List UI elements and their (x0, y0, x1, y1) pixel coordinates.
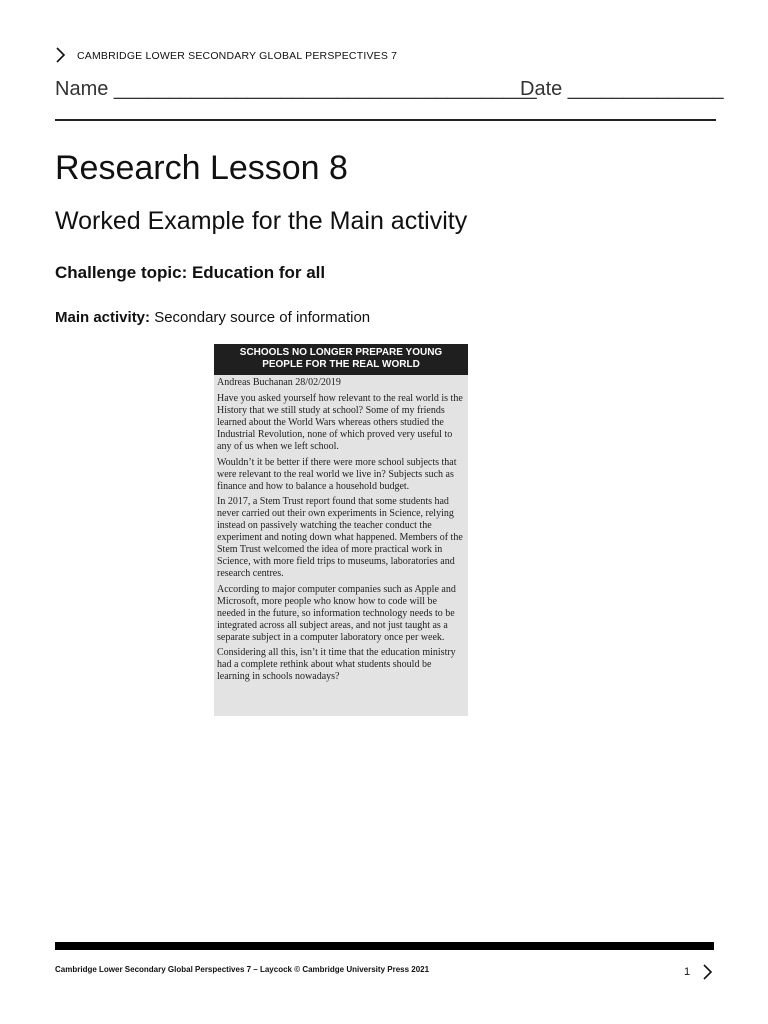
challenge-topic: Challenge topic: Education for all (55, 263, 326, 282)
header-divider (55, 119, 716, 121)
page-title: Research Lesson 8 (55, 149, 348, 187)
article-paragraph: In 2017, a Stem Trust report found that some students had never carried out their own experiments in Science, relying instead on passively watching the teacher conduct the experiment and noting down what happened. Members of the Stem Trust welcomed the idea of more practical work in Science, with more field trips to museums, laboratories and research centres. (217, 495, 463, 580)
newspaper-article (214, 344, 468, 716)
name-field[interactable]: Name ______________________________________ (55, 78, 537, 100)
main-activity-text: Secondary source of information (150, 309, 371, 326)
article-headline: SCHOOLS NO LONGER PREPARE YOUNG PEOPLE FOR THE REAL WORLD (214, 344, 468, 375)
article-paragraph: Wouldn’t it be better if there were more school subjects that were relevant to the real world we live in? Subjects such as finance and how to balance a household budget. (217, 456, 457, 492)
page-number: 1 (684, 966, 691, 978)
chevron-right-icon[interactable] (701, 963, 715, 981)
article-paragraph: According to major computer companies such as Apple and Microsoft, more people who know how to code will be needed in the future, so information technology needs to be integrated across all subject areas, and not just taught as a separate subject in a computer laboratory once per week. (217, 583, 456, 643)
article-paragraph: Considering all this, isn’t it time that the education ministry had a complete rethink about what students should be learning in schools nowadays? (217, 646, 456, 683)
main-activity-label: Main activity: (55, 309, 151, 326)
chevron-right-icon (54, 46, 68, 64)
article-paragraph: Have you asked yourself how relevant to the real world is the History that we still study at school? Some of my friends learned about the World Wars whereas others studied the Industrial Revolution, none of which proved very useful to any of us when we left school. (217, 393, 463, 453)
article-body (214, 375, 468, 683)
footer-divider (55, 942, 714, 950)
footer-copyright: Cambridge Lower Secondary Global Perspectives 7 – Laycock © Cambridge University Press 2021 (55, 965, 430, 974)
date-field[interactable]: Date ______________ (520, 78, 724, 100)
series-title: CAMBRIDGE LOWER SECONDARY GLOBAL PERSPECTIVES 7 (77, 50, 398, 62)
article-byline: Andreas Buchanan 28/02/2019 (217, 377, 341, 388)
main-activity (55, 309, 370, 326)
page-subtitle: Worked Example for the Main activity (55, 207, 468, 235)
